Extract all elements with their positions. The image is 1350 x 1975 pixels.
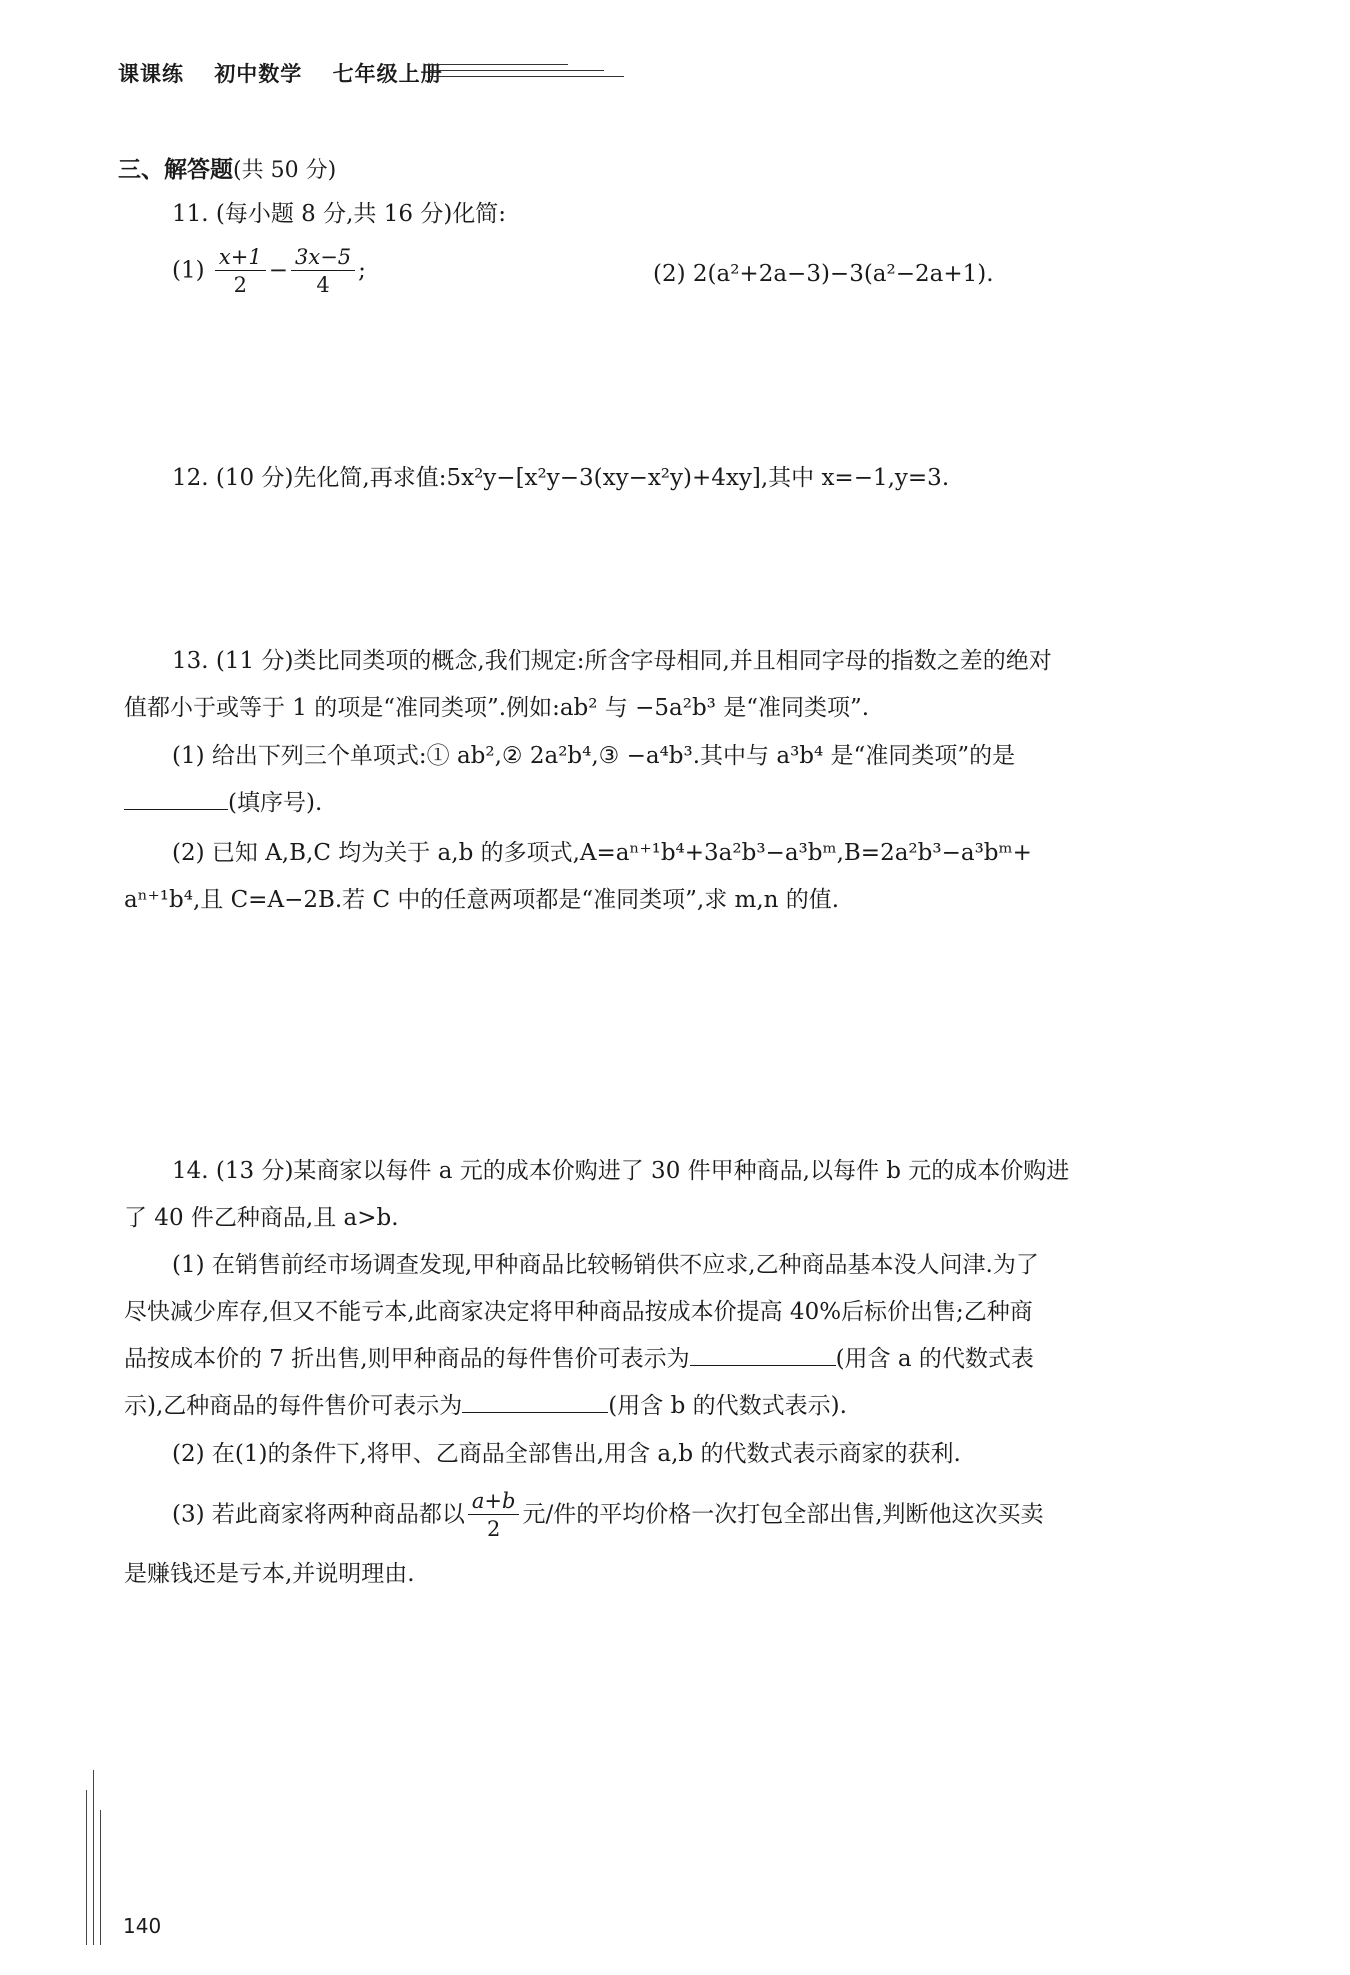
q11-fraction-1-denominator: 2: [233, 273, 247, 297]
q11-fraction-2-numerator: 3x−5: [291, 244, 355, 271]
q11-fraction-1: [215, 244, 266, 299]
q11-part1-label: (1): [172, 257, 205, 284]
q14-part3-line2: 是赚钱还是亏本,并说明理由.: [124, 1561, 415, 1587]
q14-part3-line1: [172, 1488, 1044, 1543]
q14-part1-line4-end: (用含 b 的代数式表示).: [608, 1393, 847, 1419]
q13-part2-line1: (2) 已知 A,B,C 均为关于 a,b 的多项式,A=aⁿ⁺¹b⁴+3a²b³−a³bᵐ,B=2a²b³−a³bᵐ+: [172, 840, 1032, 866]
q11-stem: 11. (每小题 8 分,共 16 分)化简:: [172, 201, 507, 227]
q13-answer-blank[interactable]: [124, 805, 228, 810]
q13-line1: 13. (11 分)类比同类项的概念,我们规定:所含字母相同,并且相同字母的指数之差的绝对: [172, 648, 1052, 674]
header-decoration-lines: [428, 64, 624, 86]
q14-part1-line4: [124, 1388, 847, 1424]
q14-average-price-fraction: [468, 1488, 520, 1543]
grade-name: 七年级上册: [332, 62, 443, 86]
section-points: (共 50 分): [233, 158, 337, 183]
q11-part1-end: ;: [358, 257, 366, 284]
section-name: 三、解答题: [118, 157, 233, 183]
q14-blank-a[interactable]: [690, 1361, 836, 1366]
q13-part1-line2-text: (填序号).: [228, 790, 323, 816]
running-header: [118, 58, 465, 88]
q14-part2: (2) 在(1)的条件下,将甲、乙商品全部售出,用含 a,b 的代数式表示商家的获利.: [172, 1441, 961, 1467]
q11-fraction-2-denominator: 4: [316, 273, 330, 297]
q14-part3-end: 元/件的平均价格一次打包全部出售,判断他这次买卖: [522, 1501, 1044, 1528]
q14-fraction-numerator: a+b: [468, 1488, 520, 1515]
q14-line2: 了 40 件乙种商品,且 a>b.: [124, 1205, 399, 1231]
q14-part1-line2: 尽快减少库存,但又不能亏本,此商家决定将甲种商品按成本价提高 40%后标价出售;乙种商: [124, 1299, 1033, 1325]
section-title: [118, 151, 336, 184]
q14-part1-line1: (1) 在销售前经市场调查发现,甲种商品比较畅销供不应求,乙种商品基本没人问津.为了: [172, 1252, 1039, 1278]
q11-fraction-1-numerator: x+1: [215, 244, 266, 271]
margin-rules: [86, 1770, 116, 1945]
subject-name: 初中数学: [214, 62, 303, 86]
q14-part1-line3-end: (用含 a 的代数式表: [835, 1346, 1034, 1372]
q13-part2-line2: aⁿ⁺¹b⁴,且 C=A−2B.若 C 中的任意两项都是“准同类项”,求 m,n 的值.: [124, 887, 840, 913]
page-number: 140: [123, 1914, 162, 1938]
q14-blank-b[interactable]: [462, 1408, 608, 1413]
q14-line1: 14. (13 分)某商家以每件 a 元的成本价购进了 30 件甲种商品,以每件 b 元的成本价购进: [172, 1158, 1070, 1184]
q13-line2: 值都小于或等于 1 的项是“准同类项”.例如:ab² 与 −5a²b³ 是“准同类项”.: [124, 695, 870, 721]
q13-part1-line2: [124, 785, 322, 821]
q14-part3-start: (3) 若此商家将两种商品都以: [172, 1501, 465, 1528]
series-name: 课课练: [118, 62, 184, 86]
q11-fraction-2: [291, 244, 355, 299]
q14-part1-line4-start: 示),乙种商品的每件售价可表示为: [124, 1393, 463, 1419]
q11-part2: (2) 2(a²+2a−3)−3(a²−2a+1).: [653, 261, 994, 287]
q14-fraction-denominator: 2: [486, 1517, 501, 1541]
q11-part1: [172, 244, 366, 299]
q13-part1-line1: (1) 给出下列三个单项式:① ab²,② 2a²b⁴,③ −a⁴b³.其中与 a³b⁴ 是“准同类项”的是: [172, 743, 1016, 769]
q14-part1-line3: [124, 1341, 1034, 1377]
q11-operator: −: [268, 257, 288, 284]
q12-text: 12. (10 分)先化简,再求值:5x²y−[x²y−3(xy−x²y)+4xy],其中 x=−1,y=3.: [172, 465, 950, 491]
q14-part1-line3-start: 品按成本价的 7 折出售,则甲种商品的每件售价可表示为: [124, 1346, 690, 1372]
